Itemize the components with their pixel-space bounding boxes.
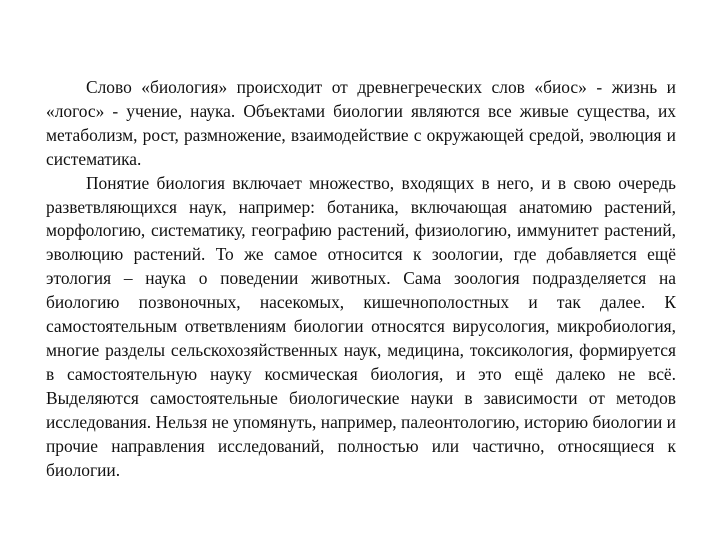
paragraph-branches: Понятие биология включает множество, входящих в него, и в свою очередь разветвляющихся наук, например: ботаника, включающая анатомию растений, морфологию, систематику, географию растений, физиологию, иммунитет растений, эволюцию растений. То же самое относится к зоологии, где добавляется ещё этология – наука о поведении животных. Сама зоология подразделяется на биологию позвоночных, насекомых, кишечнополостных и так далее. К самостоятельным ответвлениям биологии относятся вирусология, микробиология, многие разделы сельскохозяйственных наук, медицина, токсикология, формируется в самостоятельную науку космическая биология, и это ещё далеко не всё. Выделяются самостоятельные биологические науки в зависимости от методов исследования. Нельзя не упомянуть, например, палеонтологию, историю биологии и прочие направления исследований, полностью или частично, относящиеся к биологии. — [46, 172, 676, 480]
body-text — [46, 76, 676, 482]
paragraph-etymology: Слово «биология» происходит от древнегреческих слов «биос» - жизнь и «логос» - учение, наука. Объектами биологии являются все живые существа, их метаболизм, рост, размножение, взаимодействие с окружающей средой, эволюция и систематика. — [46, 77, 676, 169]
